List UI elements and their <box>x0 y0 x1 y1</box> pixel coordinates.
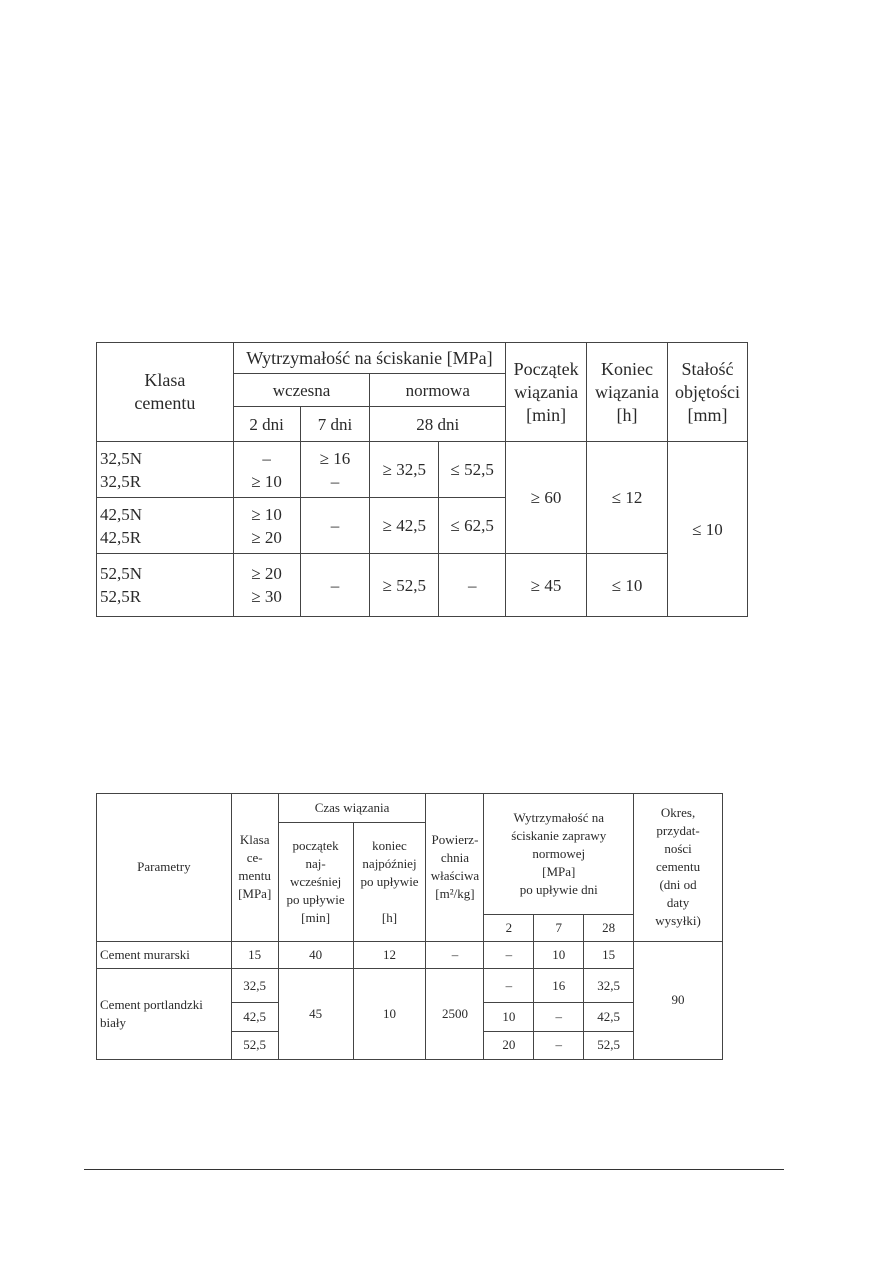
cement-strength-table <box>96 342 748 617</box>
header-klasa-cementu: Klasa cementu <box>97 343 234 442</box>
cell-dni-2: 10 <box>484 1003 534 1031</box>
footer-divider <box>84 1169 784 1170</box>
cell-dni-28: 15 <box>584 941 634 968</box>
cell-klasa: 42,5 <box>231 1003 278 1031</box>
header-czas-wiazania: Czas wiązania <box>278 794 426 823</box>
table-row-klasa: 42,5N 42,5R <box>97 498 234 554</box>
cell-klasa: 52,5 <box>231 1031 278 1059</box>
cell-klasa: 15 <box>231 941 278 968</box>
cell-poczatek: 40 <box>278 941 353 968</box>
cell-28-dni-min: ≥ 52,5 <box>370 554 439 617</box>
header-wytrzymalosc: Wytrzymałość na ściskanie [MPa] <box>233 343 505 374</box>
cell-dni-7: – <box>534 1031 584 1059</box>
cell-28-dni-max: ≤ 52,5 <box>439 442 506 498</box>
row-cement-portlandzki-bialy: Cement portlandzki biały <box>97 968 232 1059</box>
cell-dni-7: 16 <box>534 968 584 1003</box>
special-cement-table <box>96 793 723 1060</box>
cell-koniec: 10 <box>353 968 426 1059</box>
header-wczesna: wczesna <box>233 374 370 407</box>
header-2-dni: 2 dni <box>233 407 300 442</box>
cell-dni-28: 42,5 <box>584 1003 634 1031</box>
header-parametry: Parametry <box>97 794 232 942</box>
cell-dni-7: 10 <box>534 941 584 968</box>
header-okres-przydatnosci: Okres, przydat- ności cementu (dni od daty wysyłki) <box>634 794 723 942</box>
header-dni-2: 2 <box>484 915 534 941</box>
cell-2-dni: ≥ 20 ≥ 30 <box>233 554 300 617</box>
cell-poczatek-wiazania: ≥ 60 <box>506 442 587 554</box>
table-row-klasa: 32,5N 32,5R <box>97 442 234 498</box>
cell-poczatek-wiazania: ≥ 45 <box>506 554 587 617</box>
cell-okres-przydatnosci: 90 <box>634 941 723 1059</box>
cell-powierzchnia: – <box>426 941 484 968</box>
cell-28-dni-max: – <box>439 554 506 617</box>
cell-7-dni: – <box>300 498 370 554</box>
header-poczatek-wiazania: Początek wiązania [min] <box>506 343 587 442</box>
header-normowa: normowa <box>370 374 506 407</box>
cell-koniec-wiazania: ≤ 10 <box>587 554 668 617</box>
header-wytrzymalosc: Wytrzymałość na ściskanie zaprawy normowej [MPa] po upływie dni <box>484 794 634 915</box>
header-dni-28: 28 <box>584 915 634 941</box>
header-dni-7: 7 <box>534 915 584 941</box>
header-koniec-wiazania: koniec najpóźniej po upływie [h] <box>353 823 426 941</box>
header-koniec-wiazania: Koniec wiązania [h] <box>587 343 668 442</box>
cell-dni-7: – <box>534 1003 584 1031</box>
header-7-dni: 7 dni <box>300 407 370 442</box>
header-stalosc-objetosci: Stałość objętości [mm] <box>668 343 748 442</box>
cell-dni-2: 20 <box>484 1031 534 1059</box>
cell-2-dni: – ≥ 10 <box>233 442 300 498</box>
cell-klasa: 32,5 <box>231 968 278 1003</box>
header-poczatek-wiazania: początek naj- wcześniej po upływie [min] <box>278 823 353 941</box>
row-cement-murarski: Cement murarski <box>97 941 232 968</box>
header-28-dni: 28 dni <box>370 407 506 442</box>
table-row-klasa: 52,5N 52,5R <box>97 554 234 617</box>
header-powierzchnia: Powierz- chnia właściwa [m²/kg] <box>426 794 484 942</box>
cell-7-dni: ≥ 16 – <box>300 442 370 498</box>
cell-stalosc-objetosci: ≤ 10 <box>668 442 748 617</box>
cell-28-dni-min: ≥ 32,5 <box>370 442 439 498</box>
cell-dni-28: 32,5 <box>584 968 634 1003</box>
cell-koniec-wiazania: ≤ 12 <box>587 442 668 554</box>
cell-28-dni-max: ≤ 62,5 <box>439 498 506 554</box>
cell-dni-28: 52,5 <box>584 1031 634 1059</box>
cell-poczatek: 45 <box>278 968 353 1059</box>
cell-28-dni-min: ≥ 42,5 <box>370 498 439 554</box>
cell-koniec: 12 <box>353 941 426 968</box>
cell-7-dni: – <box>300 554 370 617</box>
cell-dni-2: – <box>484 968 534 1003</box>
header-klasa-cementu: Klasa ce- mentu [MPa] <box>231 794 278 942</box>
cell-2-dni: ≥ 10 ≥ 20 <box>233 498 300 554</box>
cell-dni-2: – <box>484 941 534 968</box>
cell-powierzchnia: 2500 <box>426 968 484 1059</box>
